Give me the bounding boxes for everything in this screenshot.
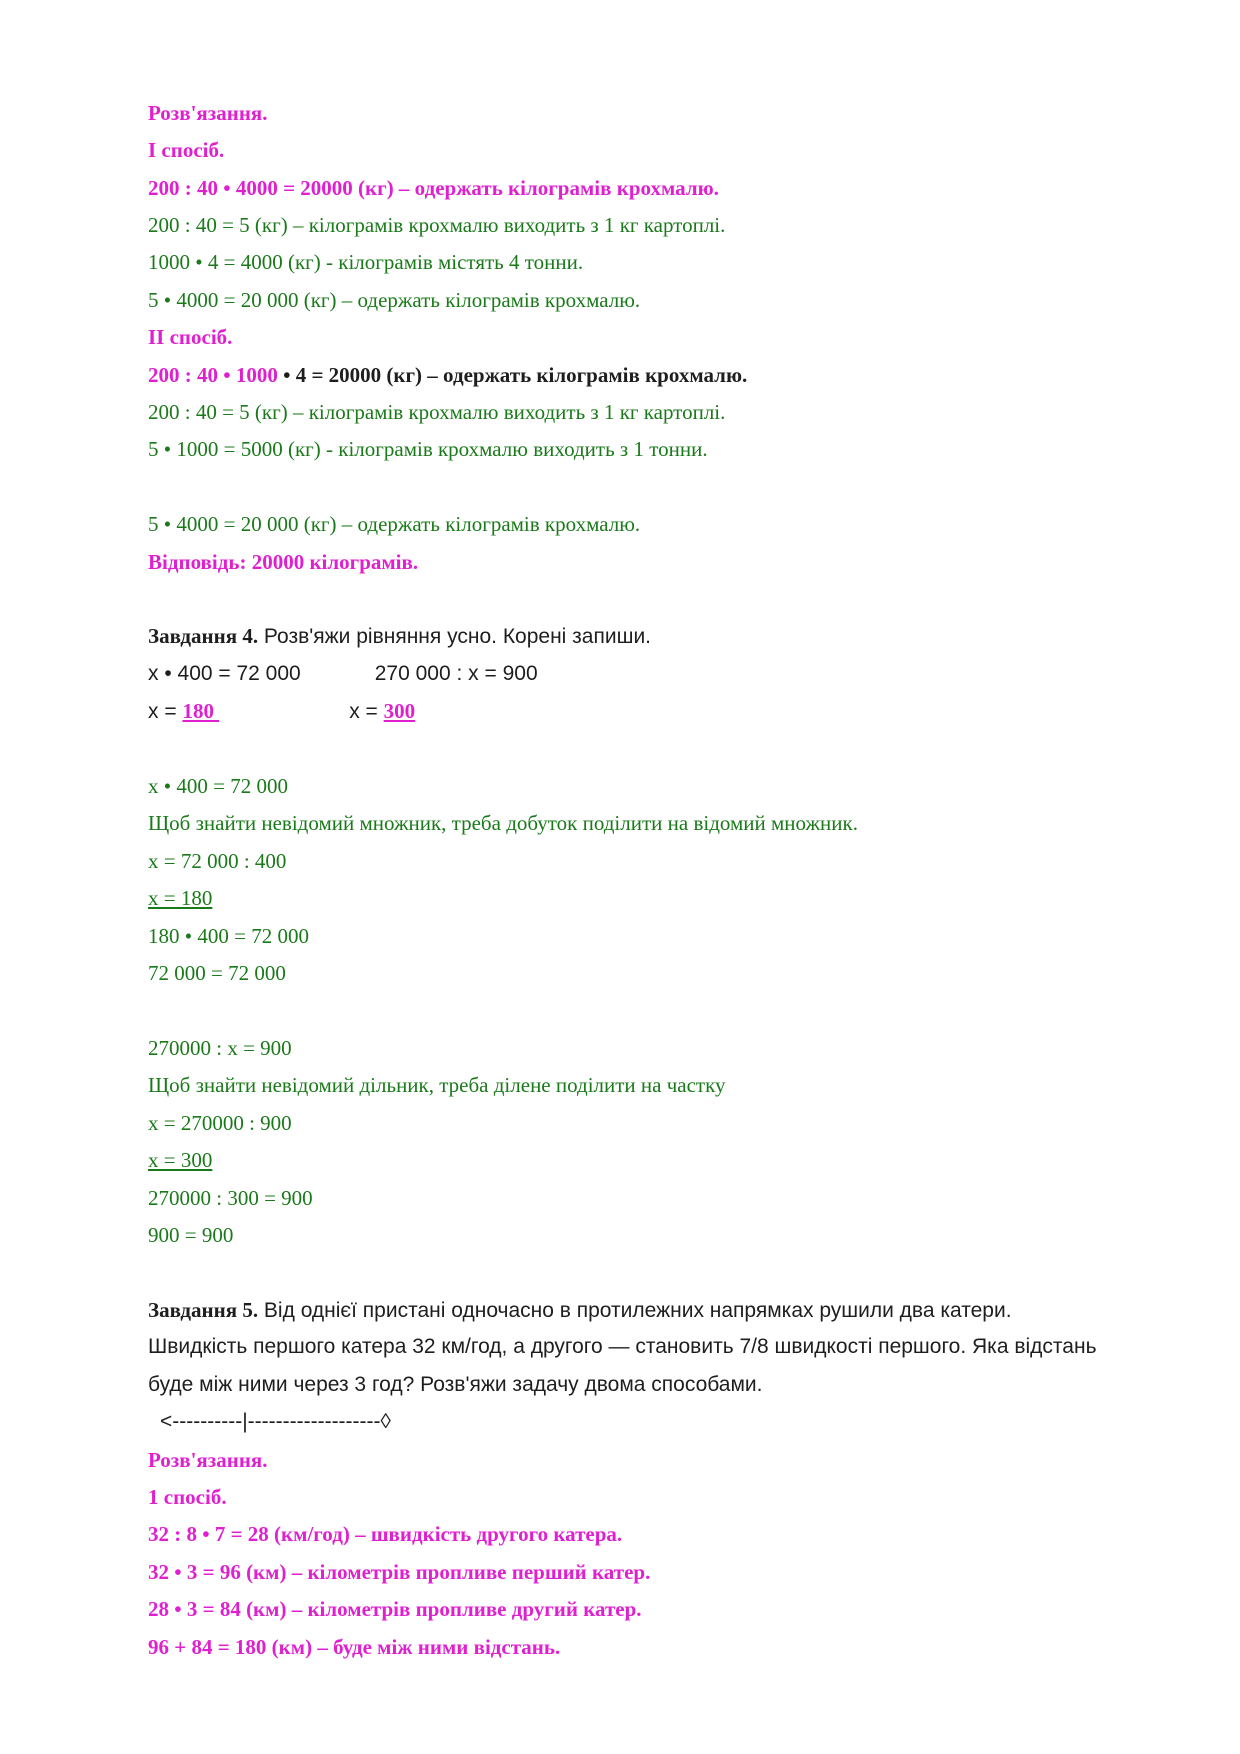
task4-eq1: x • 400 = 72 000: [148, 662, 301, 685]
way2-formula-part2: • 4 = 20000 (кг) – одержать кілограмів крохмалю.: [277, 363, 748, 387]
way1-step-2: 1000 • 4 = 4000 (кг) - кілограмів містять 4 тонни.: [148, 250, 584, 274]
way1-heading: I спосіб.: [148, 138, 225, 162]
task5-solution-heading: Розв'язання.: [148, 1448, 268, 1472]
sol2-step: x = 270000 : 900: [148, 1111, 292, 1135]
sol1-equation: x • 400 = 72 000: [148, 774, 288, 798]
sol2-equation: 270000 : x = 900: [148, 1036, 292, 1060]
root2-value: 300: [383, 699, 416, 723]
root2-prefix: x =: [349, 700, 384, 723]
task5-statement: [148, 1297, 1012, 1324]
root1-prefix: x =: [148, 700, 183, 723]
task5-step-4: 96 + 84 = 180 (км) – буде між ними відстань.: [148, 1635, 561, 1659]
task5-diagram: <----------|-------------------◊: [160, 1410, 391, 1433]
task4-text: Розв'яжи рівняння усно. Корені запиши.: [258, 625, 652, 648]
way2-formula-part1: 200 : 40 • 1000: [148, 363, 278, 387]
sol1-check1: 180 • 400 = 72 000: [148, 924, 309, 948]
sol1-step: x = 72 000 : 400: [148, 849, 287, 873]
way1-step-3: 5 • 4000 = 20 000 (кг) – одержать кілограмів крохмалю.: [148, 288, 641, 312]
task5-text-line2: Швидкість першого катера 32 км/год, а другого — становить 7/8 швидкості першого. Яка відстань: [148, 1335, 1097, 1358]
task5-way1-heading: 1 спосіб.: [148, 1485, 227, 1509]
task4-label: Завдання 4.: [148, 624, 259, 648]
task5-step-1: 32 : 8 • 7 = 28 (км/год) – швидкість другого катера.: [148, 1522, 623, 1546]
way1-formula: 200 : 40 • 4000 = 20000 (кг) – одержать кілограмів крохмалю.: [148, 176, 719, 200]
task5-text-line1: Від однієї пристані одночасно в протилежних напрямках рушили два катери.: [258, 1299, 1012, 1322]
way1-step-1: 200 : 40 = 5 (кг) – кілограмів крохмалю виходить з 1 кг картоплі.: [148, 213, 726, 237]
solution-heading: Розв'язання.: [148, 101, 268, 125]
way2-heading: II спосіб.: [148, 325, 233, 349]
task4-roots: [148, 698, 415, 725]
sol1-rule: Щоб знайти невідомий множник, треба добуток поділити на відомий множник.: [148, 811, 858, 835]
sol1-root: x = 180: [148, 886, 213, 910]
sol2-root: x = 300: [148, 1148, 213, 1172]
task5-text-line3: буде між ними через 3 год? Розв'яжи задачу двома способами.: [148, 1373, 763, 1396]
sol1-check2: 72 000 = 72 000: [148, 961, 286, 985]
way2-step-1: 200 : 40 = 5 (кг) – кілограмів крохмалю виходить з 1 кг картоплі.: [148, 400, 726, 424]
root1-value: 180: [182, 699, 220, 723]
sol2-rule: Щоб знайти невідомий дільник, треба ділене поділити на частку: [148, 1073, 726, 1097]
way2-step-3: 5 • 4000 = 20 000 (кг) – одержать кілограмів крохмалю.: [148, 512, 641, 536]
sol2-check2: 900 = 900: [148, 1223, 234, 1247]
way2-step-2: 5 • 1000 = 5000 (кг) - кілограмів крохмалю виходить з 1 тонни.: [148, 437, 708, 461]
sol2-check1: 270000 : 300 = 900: [148, 1186, 313, 1210]
task5-step-3: 28 • 3 = 84 (км) – кілометрів пропливе другий катер.: [148, 1597, 642, 1621]
task5-label: Завдання 5.: [148, 1298, 259, 1322]
task4-statement: [148, 623, 651, 650]
answer: Відповідь: 20000 кілограмів.: [148, 550, 419, 574]
task4-equations: [148, 661, 538, 687]
task5-step-2: 32 • 3 = 96 (км) – кілометрів пропливе перший катер.: [148, 1560, 651, 1584]
way2-formula: [148, 362, 747, 388]
task4-eq2: 270 000 : x = 900: [374, 662, 538, 685]
